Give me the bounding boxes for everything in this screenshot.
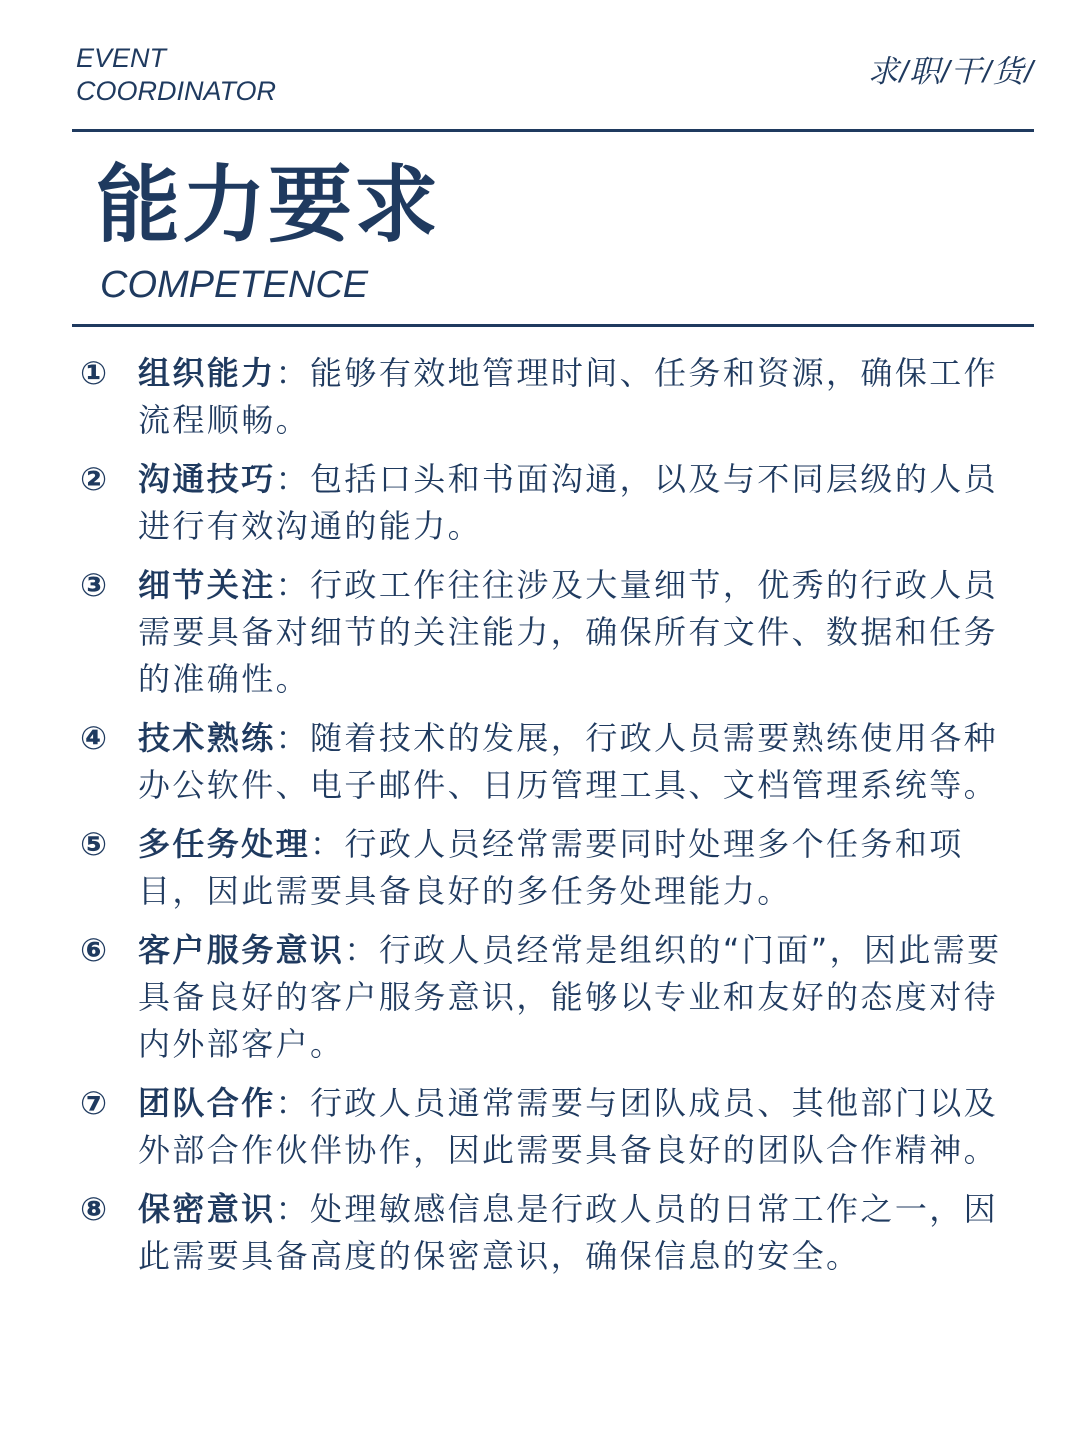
item-text: 包括口头和书面沟通，以及与不同层级的人员进行有效沟通的能力。 — [138, 460, 999, 545]
top-divider — [72, 129, 1034, 132]
page-title: 能力要求 — [96, 156, 441, 254]
item-text: 行政人员通常需要与团队成员、其他部门以及外部合作伙伴协作，因此需要具备良好的团队合作精神。 — [138, 1084, 999, 1169]
item-number: ⑧ — [80, 1190, 110, 1228]
item-separator: ： — [275, 566, 311, 604]
tagline: 求/职/干/货/ — [867, 54, 1034, 89]
item-text: 行政人员经常需要同时处理多个任务和项目，因此需要具备良好的多任务处理能力。 — [138, 825, 964, 910]
list-item — [80, 1186, 1030, 1280]
list-item — [80, 350, 1030, 444]
list-item — [80, 821, 1030, 915]
item-number: ⑤ — [80, 825, 110, 863]
item-label: 细节关注 — [138, 566, 276, 604]
header — [76, 42, 1034, 112]
brand-line-2: COORDINATOR — [76, 76, 277, 106]
item-number: ① — [80, 354, 110, 392]
list-item — [80, 715, 1030, 809]
list-item — [80, 562, 1030, 703]
item-separator: ： — [275, 1084, 311, 1122]
item-label: 技术熟练 — [138, 719, 276, 757]
item-separator: ： — [275, 354, 311, 392]
competence-list — [80, 350, 1030, 1292]
item-number: ⑥ — [80, 931, 110, 969]
item-label: 多任务处理 — [138, 825, 311, 863]
item-label: 团队合作 — [138, 1084, 276, 1122]
list-item — [80, 456, 1030, 550]
brand-label — [76, 42, 276, 108]
item-separator: ： — [344, 931, 379, 969]
item-separator: ： — [275, 460, 311, 498]
item-text: 行政工作往往涉及大量细节，优秀的行政人员需要具备对细节的关注能力，确保所有文件、数据和任务的准确性。 — [138, 566, 999, 698]
item-label: 沟通技巧 — [138, 460, 276, 498]
list-item — [80, 1080, 1030, 1174]
item-number: ④ — [80, 719, 110, 757]
item-text: 能够有效地管理时间、任务和资源，确保工作流程顺畅。 — [138, 354, 999, 439]
item-text: 行政人员经常是组织的“门面”，因此需要具备良好的客户服务意识，能够以专业和友好的态度对待内外部客户。 — [138, 931, 1002, 1063]
list-item — [80, 927, 1030, 1068]
title-divider — [72, 324, 1034, 327]
item-text: 随着技术的发展，行政人员需要熟练使用各种办公软件、电子邮件、日历管理工具、文档管理系统等。 — [138, 719, 999, 804]
item-number: ③ — [80, 566, 110, 604]
item-separator: ： — [310, 825, 345, 863]
brand-line-1: EVENT — [76, 43, 167, 73]
item-label: 客户服务意识 — [138, 931, 345, 969]
item-label: 保密意识 — [138, 1190, 276, 1228]
item-separator: ： — [275, 719, 311, 757]
page-subtitle: COMPETENCE — [100, 264, 369, 306]
item-label: 组织能力 — [138, 354, 276, 392]
item-number: ⑦ — [80, 1084, 110, 1122]
item-text: 处理敏感信息是行政人员的日常工作之一，因此需要具备高度的保密意识，确保信息的安全。 — [138, 1190, 999, 1275]
item-number: ② — [80, 460, 110, 498]
item-separator: ： — [275, 1190, 311, 1228]
